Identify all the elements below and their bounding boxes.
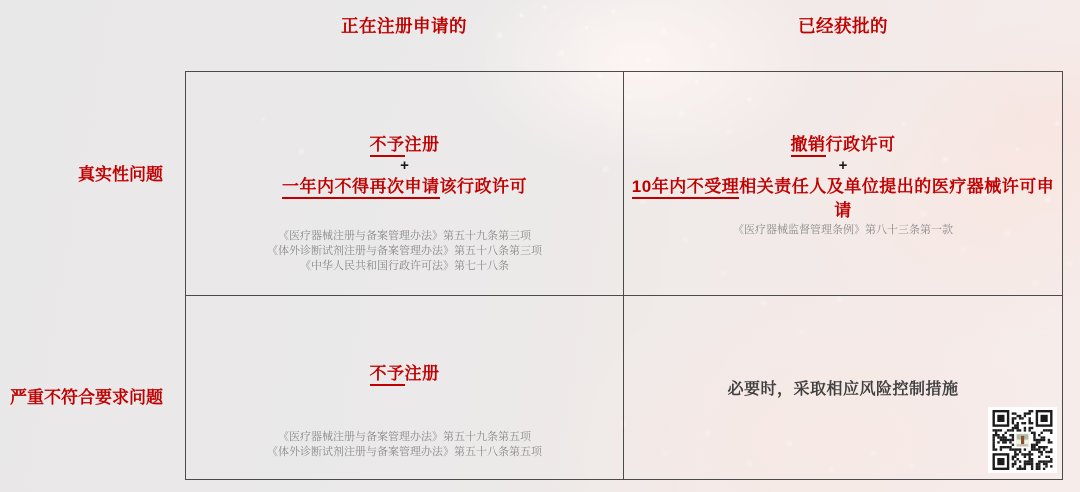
citation-line: 《医疗器械注册与备案管理办法》第五十九条第三项 [278, 230, 531, 242]
underlined-text: 不予 [370, 135, 405, 157]
sparkle-decoration [0, 0, 3, 3]
sanction-text [624, 134, 1062, 223]
column-header-pending: 正在注册申请的 [341, 16, 467, 36]
row-label-authenticity: 真实性问题 [78, 165, 163, 184]
legal-citations [186, 430, 623, 460]
underlined-text: 10年内不受理 [632, 177, 739, 199]
underlined-text: 撤销 [791, 135, 826, 157]
matrix-table [185, 71, 1063, 480]
plain-text: 该行政许可 [439, 177, 527, 196]
plain-text: 行政许可 [825, 135, 896, 154]
sanction-line-1 [186, 363, 623, 385]
qr-code [988, 407, 1057, 473]
citation-line: 《体外诊断试剂注册与备案管理办法》第五十八条第五项 [267, 446, 542, 458]
sanction-line-1 [624, 134, 1062, 156]
plain-text: 注册 [404, 364, 440, 383]
sanction-text [186, 134, 623, 199]
legal-citations [624, 223, 1062, 238]
cell-authenticity-approved [624, 72, 1062, 296]
sanction-text [186, 363, 623, 385]
plus-sign: + [400, 157, 409, 174]
sanction-line-1 [186, 134, 623, 156]
plain-text: 注册 [404, 135, 440, 154]
cell-authenticity-pending [186, 72, 624, 296]
cell-noncompliance-pending [186, 296, 624, 479]
column-header-approved: 已经获批的 [798, 16, 888, 36]
risk-control-text: 必要时，采取相应风险控制措施 [727, 381, 959, 398]
citation-line: 《体外诊断试剂注册与备案管理办法》第五十八条第三项 [267, 245, 542, 257]
row-label-noncompliance: 严重不符合要求问题 [10, 388, 163, 407]
underlined-text: 一年内不得再次申请 [282, 177, 440, 199]
underlined-text: 不予 [370, 364, 405, 386]
citation-line: 《医疗器械监督管理条例》第八十三条第一款 [733, 224, 953, 236]
sanction-line-2 [624, 175, 1062, 223]
plain-text: 相关责任人及单位提出的医疗器械许可申请 [739, 177, 1055, 220]
plus-sign: + [838, 157, 848, 174]
citation-line: 《医疗器械注册与备案管理办法》第五十九条第五项 [278, 431, 531, 443]
sanction-line-2 [186, 175, 623, 199]
legal-citations [186, 229, 623, 274]
citation-line: 《中华人民共和国行政许可法》第七十八条 [300, 260, 509, 272]
qr-code-svg [991, 410, 1054, 470]
